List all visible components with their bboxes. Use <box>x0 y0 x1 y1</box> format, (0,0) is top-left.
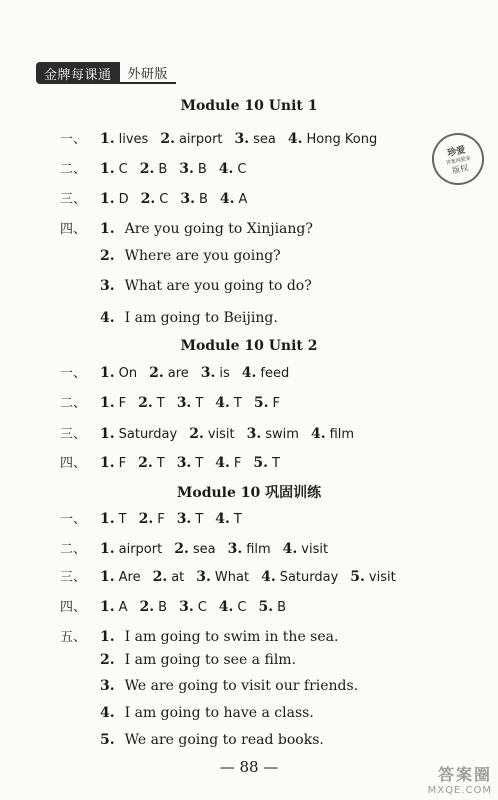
answer-text: lives <box>118 132 149 147</box>
answer-text: feed <box>260 366 290 381</box>
answer-text: A <box>118 600 128 615</box>
answer-text: visit <box>368 570 396 585</box>
answer-text: A <box>238 192 248 207</box>
answer-text: Hong Kong <box>306 132 378 147</box>
answer-text: F <box>118 456 127 471</box>
item-number: 1. <box>100 629 115 645</box>
answer-line <box>100 705 314 721</box>
exercise-number: 二、 <box>60 162 87 177</box>
answer-text: film <box>246 542 271 557</box>
stamp-seal: 珍爱 答案网独家 版权 <box>427 128 489 190</box>
exercise-number: 五、 <box>60 630 87 645</box>
answer-sentence: I am going to swim in the sea. <box>124 629 339 645</box>
item-number: 2. <box>100 248 115 264</box>
item-number: 3. <box>227 541 243 557</box>
answer-line <box>60 218 313 237</box>
exercise-number: 二、 <box>60 396 87 411</box>
answer-text: F <box>118 396 127 411</box>
item-number: 5. <box>253 455 268 471</box>
answer-text: C <box>159 192 169 207</box>
exercise-number: 一、 <box>60 132 87 147</box>
section-title: Module 10 巩固训练 <box>176 485 322 501</box>
answer-sentence: What are you going to do? <box>124 278 312 294</box>
item-number: 5. <box>253 395 269 411</box>
answer-text: B <box>158 600 168 615</box>
exercise-number: 四、 <box>60 456 87 471</box>
item-number: 2. <box>138 395 153 411</box>
exercise-number: 二、 <box>60 542 87 557</box>
item-number: 2. <box>139 599 155 615</box>
item-number: 3. <box>176 455 192 471</box>
exercise-number: 三、 <box>60 427 87 442</box>
item-number: 2. <box>140 191 156 207</box>
item-number: 1. <box>100 455 115 471</box>
item-number: 4. <box>215 395 230 411</box>
answer-sentence: I am going to Beijing. <box>124 310 278 326</box>
item-number: 3. <box>100 678 115 694</box>
answer-line <box>100 732 324 748</box>
answer-text: T <box>156 456 165 471</box>
page-number: — 88 — <box>219 758 279 776</box>
answer-text: visit <box>207 427 235 442</box>
item-number: 1. <box>100 599 115 615</box>
answer-row <box>60 128 377 147</box>
answer-text: B <box>277 600 287 615</box>
answer-row <box>60 538 328 557</box>
answer-text: F <box>233 456 242 471</box>
exercise-number: 三、 <box>60 570 87 585</box>
answer-row <box>60 158 247 177</box>
item-number: 2. <box>160 131 175 147</box>
answer-row <box>60 452 280 471</box>
answer-line <box>100 678 358 694</box>
edition-label: 外研版 <box>120 62 177 84</box>
item-number: 2. <box>138 455 153 471</box>
answer-sentence: We are going to read books. <box>124 732 324 748</box>
item-number: 2. <box>189 426 204 442</box>
item-number: 1. <box>100 191 115 207</box>
answer-text: T <box>156 396 165 411</box>
item-number: 2. <box>149 365 164 381</box>
answer-text: D <box>118 192 129 207</box>
item-number: 4. <box>261 569 276 585</box>
item-number: 1. <box>100 569 115 585</box>
answer-text: C <box>118 162 128 177</box>
answer-text: On <box>118 366 138 381</box>
item-number: 2. <box>174 541 189 557</box>
item-number: 3. <box>196 569 211 585</box>
answer-text: at <box>171 570 185 585</box>
item-number: 2. <box>138 511 154 527</box>
section-title: Module 10 Unit 2 <box>180 338 318 354</box>
item-number: 4. <box>310 426 326 442</box>
exercise-number: 一、 <box>60 366 87 381</box>
answer-text: Saturday <box>118 427 178 442</box>
answer-text: are <box>167 366 189 381</box>
item-number: 4. <box>287 131 303 147</box>
watermark: 答案圈 MXQE.COM <box>427 765 492 796</box>
answer-sentence: I am going to have a class. <box>124 705 314 721</box>
item-number: 2. <box>152 569 168 585</box>
exercise-number: 四、 <box>60 222 87 237</box>
item-number: 3. <box>179 161 194 177</box>
answer-text: airport <box>178 132 223 147</box>
answer-sentence: Where are you going? <box>124 248 281 264</box>
answer-text: swim <box>265 427 299 442</box>
answer-text: visit <box>301 542 329 557</box>
exercise-number: 一、 <box>60 512 87 527</box>
item-number: 1. <box>100 365 115 381</box>
answer-line <box>100 310 278 326</box>
item-number: 4. <box>218 599 234 615</box>
item-number: 4. <box>100 705 115 721</box>
book-series-badge <box>36 62 176 84</box>
answer-text: B <box>158 162 168 177</box>
item-number: 3. <box>176 511 192 527</box>
answer-text: What <box>214 570 250 585</box>
answer-text: airport <box>118 542 163 557</box>
item-number: 4. <box>282 541 298 557</box>
item-number: 1. <box>100 426 115 442</box>
section-title: Module 10 Unit 1 <box>180 98 318 114</box>
item-number: 3. <box>180 191 195 207</box>
answer-text: F <box>272 396 280 411</box>
answer-text: is <box>219 366 230 381</box>
answer-line <box>60 626 338 645</box>
answer-text: C <box>237 600 247 615</box>
answer-text: T <box>118 512 127 527</box>
answer-text: Are <box>118 570 141 585</box>
item-number: 4. <box>241 365 257 381</box>
answer-line <box>100 248 281 264</box>
answer-row <box>60 362 289 381</box>
answer-text: Saturday <box>279 570 339 585</box>
answer-text: C <box>197 600 207 615</box>
item-number: 2. <box>139 161 155 177</box>
series-title: 金牌每课通 <box>36 62 120 84</box>
answer-text: T <box>233 396 242 411</box>
answer-sentence: Are you going to Xinjiang? <box>124 221 313 237</box>
answer-row <box>60 423 354 442</box>
answer-text: F <box>157 512 165 527</box>
item-number: 4. <box>100 310 115 326</box>
item-number: 3. <box>246 426 262 442</box>
item-number: 1. <box>100 221 115 237</box>
answer-row <box>60 596 286 615</box>
item-number: 4. <box>219 191 235 207</box>
item-number: 3. <box>176 395 192 411</box>
item-number: 4. <box>215 511 230 527</box>
answer-row <box>60 508 242 527</box>
answer-line <box>100 652 296 668</box>
item-number: 1. <box>100 131 115 147</box>
answer-text: T <box>272 456 280 471</box>
item-number: 5. <box>258 599 274 615</box>
item-number: 3. <box>234 131 250 147</box>
item-number: 1. <box>100 511 115 527</box>
exercise-number: 三、 <box>60 192 87 207</box>
answer-sentence: We are going to visit our friends. <box>124 678 359 694</box>
item-number: 3. <box>100 278 115 294</box>
answer-text: B <box>198 192 208 207</box>
answer-text: C <box>237 162 247 177</box>
answer-sentence: I am going to see a film. <box>124 652 297 668</box>
answer-text: B <box>197 162 207 177</box>
item-number: 2. <box>100 652 115 668</box>
item-number: 1. <box>100 395 115 411</box>
answer-text: film <box>329 427 355 442</box>
answer-line <box>100 278 312 294</box>
item-number: 4. <box>215 455 230 471</box>
answer-text: sea <box>192 542 216 557</box>
exercise-number: 四、 <box>60 600 87 615</box>
answer-text: sea <box>253 132 276 147</box>
answer-text: T <box>233 512 242 527</box>
answer-text: T <box>195 456 204 471</box>
answer-row <box>60 566 396 585</box>
answer-row <box>60 188 247 207</box>
answer-row <box>60 392 280 411</box>
item-number: 3. <box>200 365 216 381</box>
item-number: 1. <box>100 161 115 177</box>
item-number: 5. <box>350 569 365 585</box>
answer-text: T <box>195 512 204 527</box>
item-number: 1. <box>100 541 115 557</box>
item-number: 5. <box>100 732 115 748</box>
item-number: 3. <box>179 599 194 615</box>
item-number: 4. <box>218 161 234 177</box>
answer-text: T <box>195 396 204 411</box>
